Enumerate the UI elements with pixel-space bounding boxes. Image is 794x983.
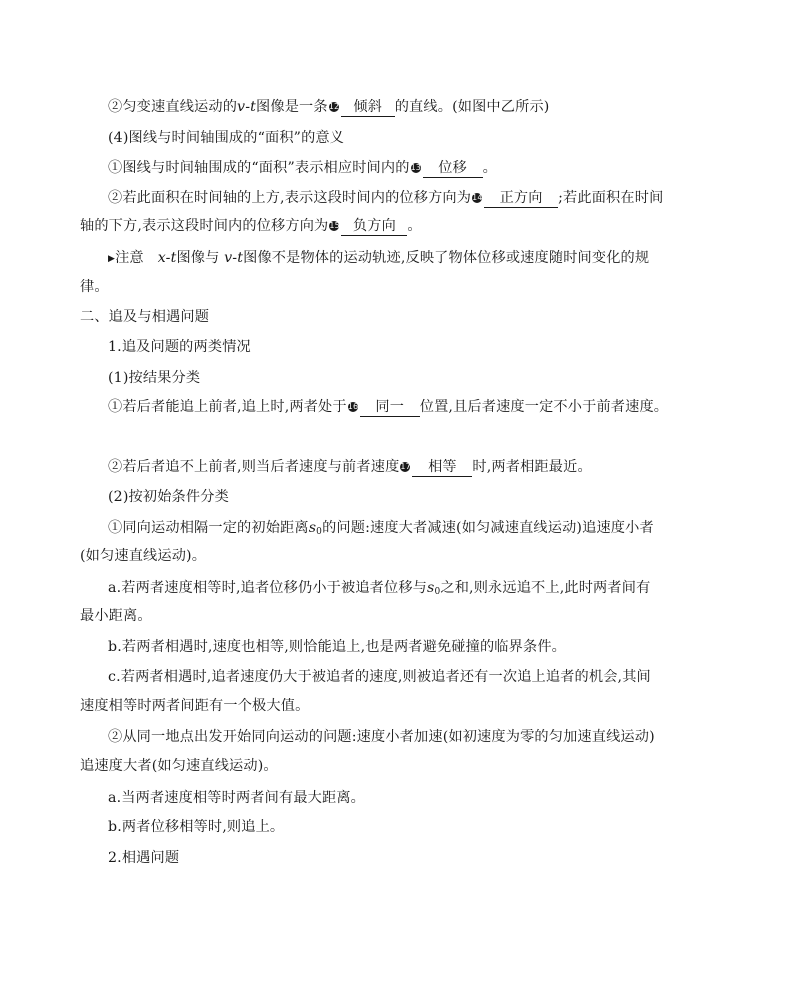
text-line: b.两者位移相等时,则追上。 <box>108 819 285 835</box>
text-line: ②若此面积在时间轴的上方,表示这段时间内的位移方向为14 正方向 ;若此面积在时间 <box>108 190 664 206</box>
answer-blank: 正方向 <box>484 190 558 208</box>
text-line: (4)图线与时间轴围成的“面积”的意义 <box>108 130 345 146</box>
text-line: c.若两者相遇时,追者速度仍大于被追者的速度,则被追者还有一次追上追者的机会,其间 <box>108 669 651 685</box>
text-line: ①同向运动相隔一定的初始距离$s_0$的问题:速度大者减速(如匀减速直线运动)追速度小者 <box>108 520 654 537</box>
text-line: 1.追及问题的两类情况 <box>108 339 251 355</box>
text-line: ①若后者能追上前者,追上时,两者处于16 同一 位置,且后者速度一定不小于前者速度。 <box>108 399 669 415</box>
note-marker-icon: ▶ <box>108 254 116 264</box>
note-line: ▶注意 x-t图像与 v-t图像不是物体的运动轨迹,反映了物体位移或速度随时间变化的规 <box>108 250 650 266</box>
circled-number: 17 <box>400 462 411 471</box>
answer-blank: 同一 <box>360 399 420 417</box>
text-line: 速度相等时两者间距有一个极大值。 <box>80 698 310 714</box>
text-line: 2.相遇问题 <box>108 850 180 866</box>
text-line: 追速度大者(如匀速直线运动)。 <box>80 758 278 774</box>
answer-blank: 相等 <box>412 459 472 477</box>
text-line: (如匀速直线运动)。 <box>80 548 207 564</box>
text-line: ①图线与时间轴围成的“面积”表示相应时间内的13 位移 。 <box>108 160 497 176</box>
circled-number: 15 <box>329 221 340 230</box>
answer-blank: 负方向 <box>341 218 407 236</box>
section-heading: 二、追及与相遇问题 <box>80 309 210 325</box>
circled-number: 12 <box>328 102 340 111</box>
text-line: b.若两者相遇时,速度也相等,则恰能追上,也是两者避免碰撞的临界条件。 <box>108 639 566 655</box>
answer-blank: 倾斜 <box>341 99 395 117</box>
text-line: ②匀变速直线运动的v-t图像是一条12 倾斜 的直线。(如图中乙所示) <box>108 99 550 115</box>
circled-number: 13 <box>410 163 422 172</box>
text-line: ②若后者追不上前者,则当后者速度与前者速度17 相等 时,两者相距最近。 <box>108 459 592 475</box>
text-line: 轴的下方,表示这段时间内的位移方向为15 负方向 。 <box>80 218 422 234</box>
text-line: ②从同一地点出发开始同向运动的问题:速度小者加速(如初速度为零的匀加速直线运动) <box>108 729 655 745</box>
text-line: (2)按初始条件分类 <box>108 489 229 505</box>
text-line: (1)按结果分类 <box>108 370 201 386</box>
text-line: a.当两者速度相等时两者间有最大距离。 <box>108 790 366 806</box>
text-line: 律。 <box>80 279 109 295</box>
circled-number: 16 <box>347 402 359 411</box>
text-line: a.若两者速度相等时,追者位移仍小于被追者位移与$s_0$之和,则永远追不上,此时两者间有 <box>108 580 651 597</box>
text-line: 最小距离。 <box>80 608 152 624</box>
circled-number: 14 <box>472 193 483 202</box>
answer-blank: 位移 <box>423 160 483 178</box>
